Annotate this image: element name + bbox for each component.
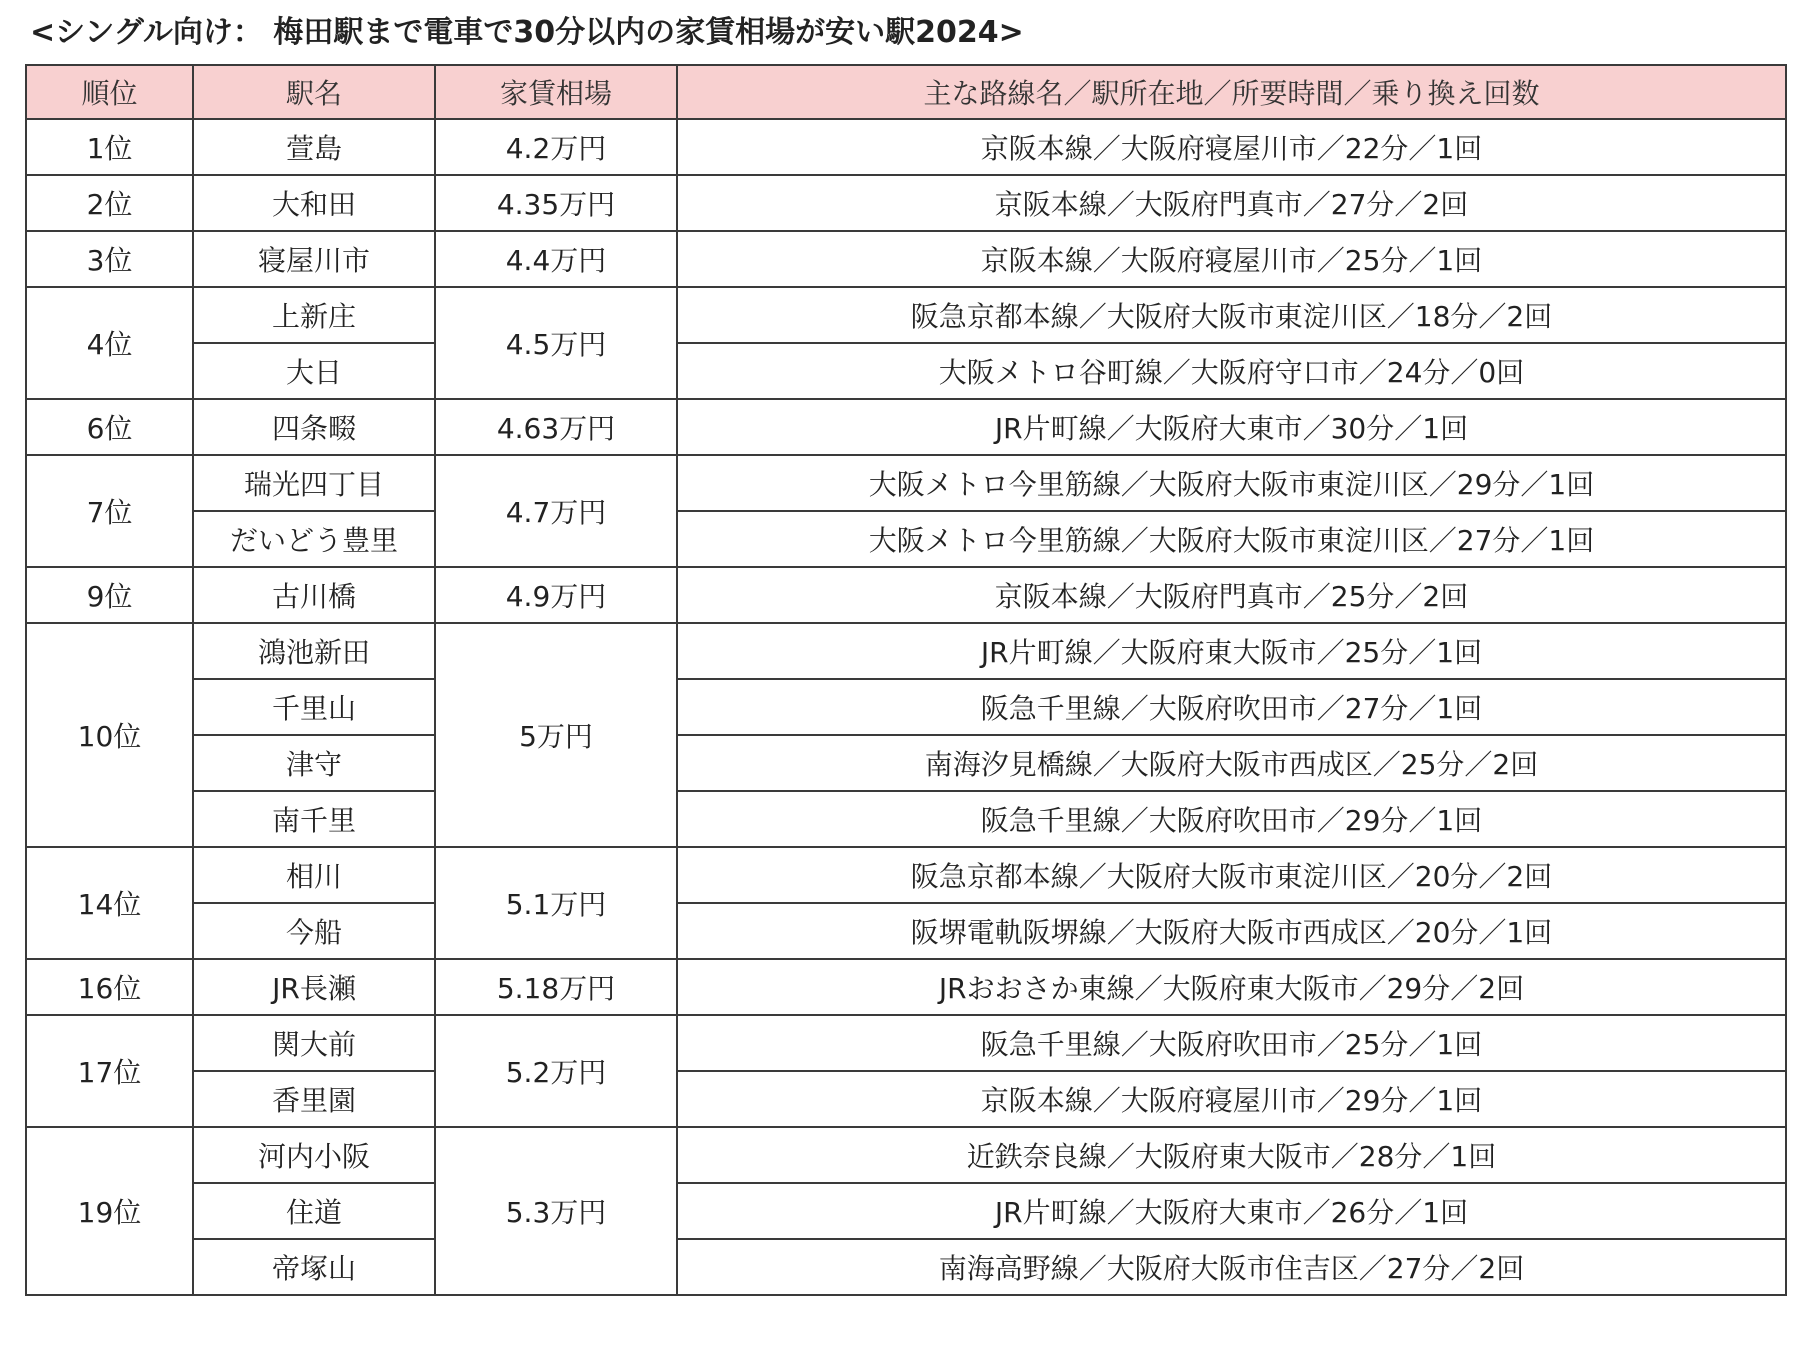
rank-cell: 10位 xyxy=(26,623,193,847)
rank-cell: 14位 xyxy=(26,847,193,959)
rank-cell: 17位 xyxy=(26,1015,193,1127)
station-name-cell: だいどう豊里 xyxy=(193,511,435,567)
rank-cell: 16位 xyxy=(26,959,193,1015)
station-name-cell: 寝屋川市 xyxy=(193,231,435,287)
table-row xyxy=(26,1127,1786,1183)
table-row xyxy=(26,847,1786,903)
table-row xyxy=(26,1239,1786,1295)
rent-cell: 5.2万円 xyxy=(435,1015,677,1127)
route-detail-cell: 近鉄奈良線／大阪府東大阪市／28分／1回 xyxy=(677,1127,1786,1183)
station-name-cell: 住道 xyxy=(193,1183,435,1239)
table-row xyxy=(26,1015,1786,1071)
station-name-cell: 瑞光四丁目 xyxy=(193,455,435,511)
route-detail-cell: 京阪本線／大阪府門真市／25分／2回 xyxy=(677,567,1786,623)
route-detail-cell: 南海汐見橋線／大阪府大阪市西成区／25分／2回 xyxy=(677,735,1786,791)
rank-cell: 1位 xyxy=(26,119,193,175)
rank-cell: 9位 xyxy=(26,567,193,623)
table-row xyxy=(26,287,1786,343)
table-row xyxy=(26,623,1786,679)
station-name-cell: 大日 xyxy=(193,343,435,399)
table-row xyxy=(26,119,1786,175)
table-row xyxy=(26,1183,1786,1239)
station-name-cell: 鴻池新田 xyxy=(193,623,435,679)
station-name-cell: 南千里 xyxy=(193,791,435,847)
rent-cell: 4.2万円 xyxy=(435,119,677,175)
station-name-cell: 帝塚山 xyxy=(193,1239,435,1295)
route-detail-cell: 大阪メトロ谷町線／大阪府守口市／24分／0回 xyxy=(677,343,1786,399)
station-name-cell: 相川 xyxy=(193,847,435,903)
route-detail-cell: 阪急千里線／大阪府吹田市／27分／1回 xyxy=(677,679,1786,735)
header-rent: 家賃相場 xyxy=(435,65,677,119)
table-row xyxy=(26,455,1786,511)
route-detail-cell: JR片町線／大阪府大東市／30分／1回 xyxy=(677,399,1786,455)
route-detail-cell: JR片町線／大阪府東大阪市／25分／1回 xyxy=(677,623,1786,679)
route-detail-cell: 阪急京都本線／大阪府大阪市東淀川区／20分／2回 xyxy=(677,847,1786,903)
header-rank: 順位 xyxy=(26,65,193,119)
route-detail-cell: 京阪本線／大阪府寝屋川市／25分／1回 xyxy=(677,231,1786,287)
station-name-cell: 香里園 xyxy=(193,1071,435,1127)
table-row xyxy=(26,343,1786,399)
table-row xyxy=(26,175,1786,231)
station-name-cell: 河内小阪 xyxy=(193,1127,435,1183)
route-detail-cell: 大阪メトロ今里筋線／大阪府大阪市東淀川区／29分／1回 xyxy=(677,455,1786,511)
station-name-cell: 千里山 xyxy=(193,679,435,735)
route-detail-cell: 阪急千里線／大阪府吹田市／29分／1回 xyxy=(677,791,1786,847)
table-row xyxy=(26,791,1786,847)
station-name-cell: 四条畷 xyxy=(193,399,435,455)
header-row xyxy=(26,65,1786,119)
route-detail-cell: 京阪本線／大阪府寝屋川市／22分／1回 xyxy=(677,119,1786,175)
route-detail-cell: 阪堺電軌阪堺線／大阪府大阪市西成区／20分／1回 xyxy=(677,903,1786,959)
rent-cell: 5万円 xyxy=(435,623,677,847)
page-title: <シングル向け： 梅田駅まで電車で30分以内の家賃相場が安い駅2024> xyxy=(30,15,1024,50)
rent-cell: 4.4万円 xyxy=(435,231,677,287)
table-row xyxy=(26,231,1786,287)
station-name-cell: 上新庄 xyxy=(193,287,435,343)
rank-cell: 7位 xyxy=(26,455,193,567)
route-detail-cell: 南海高野線／大阪府大阪市住吉区／27分／2回 xyxy=(677,1239,1786,1295)
table-header xyxy=(26,65,1786,119)
route-detail-cell: JRおおさか東線／大阪府東大阪市／29分／2回 xyxy=(677,959,1786,1015)
table-row xyxy=(26,735,1786,791)
station-name-cell: 大和田 xyxy=(193,175,435,231)
rank-cell: 6位 xyxy=(26,399,193,455)
rent-cell: 4.35万円 xyxy=(435,175,677,231)
rent-cell: 5.1万円 xyxy=(435,847,677,959)
rank-cell: 2位 xyxy=(26,175,193,231)
route-detail-cell: 阪急千里線／大阪府吹田市／25分／1回 xyxy=(677,1015,1786,1071)
rent-cell: 4.5万円 xyxy=(435,287,677,399)
table-row xyxy=(26,511,1786,567)
route-detail-cell: JR片町線／大阪府大東市／26分／1回 xyxy=(677,1183,1786,1239)
rank-cell: 4位 xyxy=(26,287,193,399)
station-name-cell: JR長瀬 xyxy=(193,959,435,1015)
rent-cell: 5.3万円 xyxy=(435,1127,677,1295)
route-detail-cell: 京阪本線／大阪府門真市／27分／2回 xyxy=(677,175,1786,231)
rank-cell: 19位 xyxy=(26,1127,193,1295)
station-name-cell: 関大前 xyxy=(193,1015,435,1071)
table-row xyxy=(26,1071,1786,1127)
rent-cell: 4.9万円 xyxy=(435,567,677,623)
route-detail-cell: 阪急京都本線／大阪府大阪市東淀川区／18分／2回 xyxy=(677,287,1786,343)
rent-cell: 5.18万円 xyxy=(435,959,677,1015)
table-row xyxy=(26,959,1786,1015)
station-name-cell: 津守 xyxy=(193,735,435,791)
table-row xyxy=(26,399,1786,455)
table-body xyxy=(26,119,1786,1295)
route-detail-cell: 大阪メトロ今里筋線／大阪府大阪市東淀川区／27分／1回 xyxy=(677,511,1786,567)
station-name-cell: 今船 xyxy=(193,903,435,959)
header-station: 駅名 xyxy=(193,65,435,119)
station-name-cell: 萱島 xyxy=(193,119,435,175)
rank-cell: 3位 xyxy=(26,231,193,287)
rent-cell: 4.7万円 xyxy=(435,455,677,567)
table-row xyxy=(26,903,1786,959)
header-detail: 主な路線名／駅所在地／所要時間／乗り換え回数 xyxy=(677,65,1786,119)
rent-cell: 4.63万円 xyxy=(435,399,677,455)
rent-ranking-table xyxy=(25,64,1787,1296)
table-row xyxy=(26,679,1786,735)
route-detail-cell: 京阪本線／大阪府寝屋川市／29分／1回 xyxy=(677,1071,1786,1127)
table-row xyxy=(26,567,1786,623)
station-name-cell: 古川橋 xyxy=(193,567,435,623)
